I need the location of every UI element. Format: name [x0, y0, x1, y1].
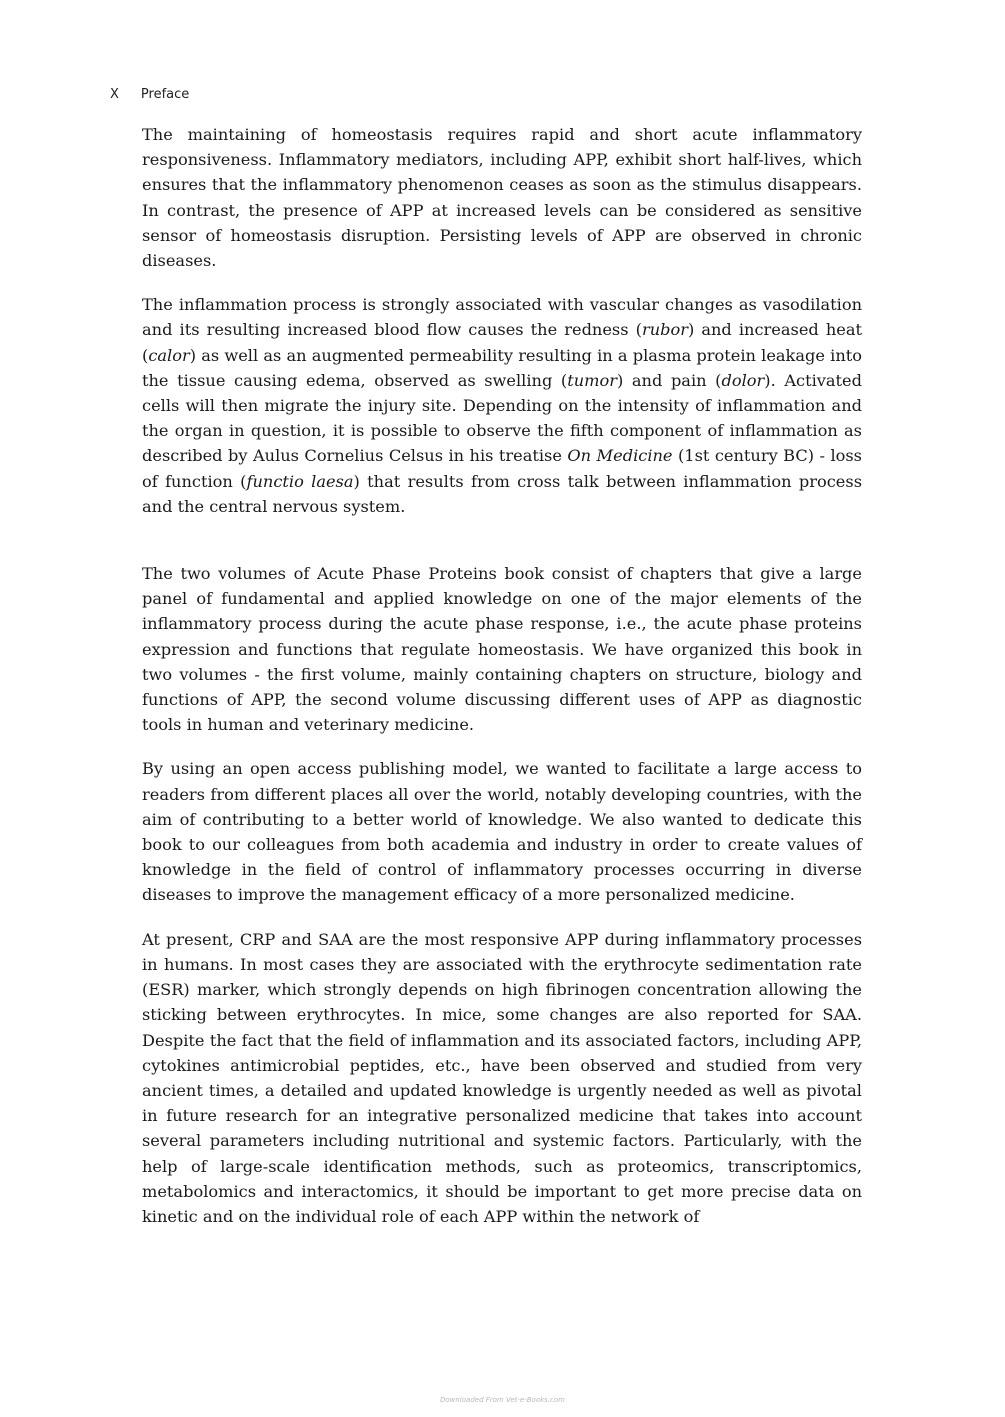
italic-term: calor [148, 345, 190, 365]
italic-term: tumor [567, 370, 617, 390]
paragraph [142, 561, 862, 737]
text-run: ) and pain ( [617, 370, 722, 390]
running-head [110, 87, 189, 102]
paragraph [142, 756, 862, 907]
footer-watermark: Downloaded From Vet-e-Books.com [439, 1396, 566, 1404]
italic-term: rubor [641, 320, 688, 340]
text-run: By using an open access publishing model, we wanted to facilitate a large access to readers from different places all over the world, notably developing countries, with the aim of contributing to a better world of knowledge. We also wanted to dedicate this book to our colleagues from both academia and industry in order to create values of knowledge in the field of control of inflammatory processes occurring in diverse diseases to improve the management efficacy of a more personalized medicine. [142, 759, 862, 905]
text-run: The two volumes of Acute Phase Proteins book consist of chapters that give a large panel of fundamental and applied knowledge on one of the major elements of the inflammatory process during the acute phase response, i.e., the acute phase proteins expression and functions that regulate homeostasis. We have organized this book in two volumes - the first volume, mainly containing chapters on structure, biology and functions of APP, the second volume discussing different uses of APP as diagnostic tools in human and veterinary medicine. [142, 564, 862, 735]
section-title: Preface [140, 87, 190, 102]
text-run: (1st century BC) - loss of function ( [142, 446, 862, 491]
italic-term: On Medicine [567, 446, 673, 466]
body-text [142, 122, 862, 1229]
page-number: X [110, 87, 119, 102]
text-run: The maintaining of homeostasis requires rapid and short acute inflammatory responsiveness. Inflammatory mediators, including APP, exhibit short half-lives, which ensures that the inflammatory phenomenon ceases as soon as the stimulus disappears. In contrast, the presence of APP at increased levels can be considered as sensitive sensor of homeostasis disruption. Persisting levels of APP are observed in chronic diseases. [142, 125, 862, 271]
text-run: ) as well as an augmented permeability resulting in a plasma protein leakage into the tissue causing edema, observed as swelling ( [142, 345, 862, 390]
text-run: At present, CRP and SAA are the most responsive APP during inflammatory processes in humans. In most cases they are associated with the erythrocyte sedimentation rate (ESR) marker, which strongly depends on high fibrinogen concentration allowing the sticking between erythrocytes. In mice, some changes are also reported for SAA. Despite the fact that the field of inflammation and its associated factors, including APP, cytokines antimicrobial peptides, etc., have been observed and studied from very ancient times, a detailed and updated knowledge is urgently needed as well as pivotal in future research for an integrative personalized medicine that takes into account several parameters including nutritional and systemic factors. Particularly, with the help of large-scale identification methods, such as proteomics, transcriptomics, metabolomics and interactomics, it should be important to get more precise data on kinetic and on the individual role of each APP within the network of [142, 929, 862, 1226]
text-run: ) and increased heat ( [142, 320, 862, 365]
italic-term: functio laesa [246, 471, 354, 491]
text-run: ) that results from cross talk between inflammation process and the central nervous system. [142, 471, 863, 516]
text-run: The inflammation process is strongly associated with vascular changes as vasodilation and its resulting increased blood flow causes the redness ( [142, 295, 862, 340]
paragraph [142, 122, 862, 273]
paragraph [142, 927, 862, 1229]
paragraph [142, 292, 862, 519]
text-run: ). Activated cells will then migrate the injury site. Depending on the intensity of inflammation and the organ in question, it is possible to observe the fifth component of inflammation as described by Aulus Cornelius Celsus in his treatise [142, 370, 863, 466]
italic-term: dolor [721, 370, 765, 390]
